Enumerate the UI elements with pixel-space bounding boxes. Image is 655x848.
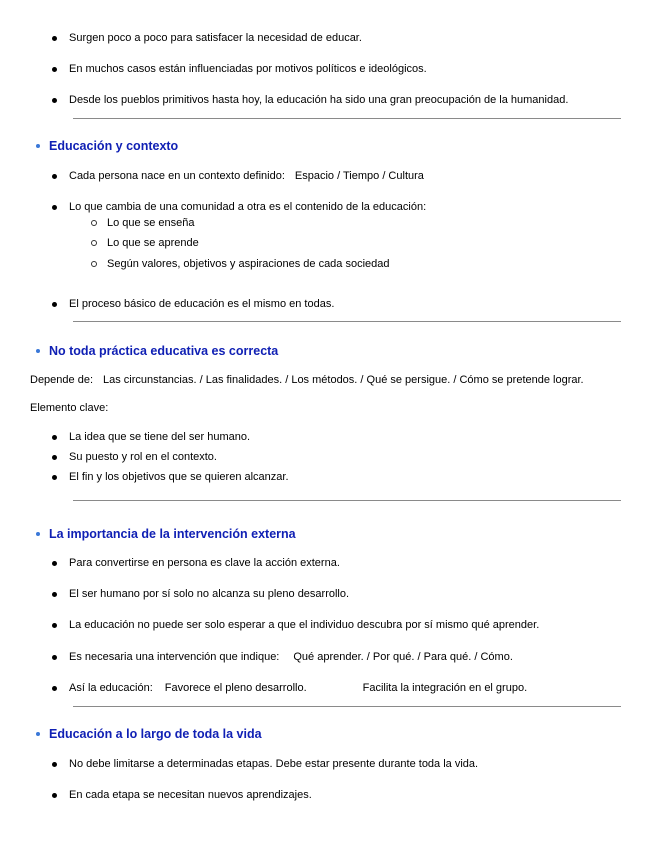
section-bullet-icon: [36, 349, 40, 353]
sub-list-item: Lo que se enseña: [107, 217, 195, 229]
list-item: La idea que se tiene del ser humano.: [69, 431, 251, 443]
item-value: Espacio / Tiempo / Cultura: [294, 170, 424, 182]
list-item: Surgen poco a poco para satisfacer la necesidad de educar.: [69, 32, 362, 44]
section-title: Educación a lo largo de toda la vida: [49, 727, 262, 741]
section-divider: [73, 118, 621, 119]
list-item: [69, 681, 527, 695]
section-divider: [73, 706, 621, 707]
item-label: Así la educación:: [69, 682, 153, 694]
section-bullet-icon: [36, 144, 40, 148]
list-item: El fin y los objetivos que se quieren alcanzar.: [69, 471, 289, 483]
para-value: Las circunstancias. / Las finalidades. / Los métodos. / Qué se persigue. / Cómo se pretende lograr.: [103, 374, 584, 386]
item-value: Facilita la integración en el grupo.: [362, 682, 528, 694]
section-title: La importancia de la intervención externa: [49, 527, 296, 541]
section-heading: [49, 343, 278, 359]
section-title: Educación y contexto: [49, 139, 179, 153]
para-label: Depende de:: [30, 374, 93, 386]
list-item: Para convertirse en persona es clave la acción externa.: [69, 557, 340, 569]
sub-list-item: Lo que se aprende: [107, 237, 199, 249]
list-item: [69, 650, 513, 664]
item-label: Es necesaria una intervención que indique:: [69, 651, 280, 663]
section-divider: [73, 321, 621, 322]
paragraph: Elemento clave:: [30, 402, 109, 414]
list-item: En muchos casos están influenciadas por motivos políticos e ideológicos.: [69, 63, 427, 75]
section-heading: [49, 138, 178, 154]
list-item: No debe limitarse a determinadas etapas. Debe estar presente durante toda la vida.: [69, 758, 479, 770]
section-divider: [73, 500, 621, 501]
section-title: No toda práctica educativa es correcta: [49, 344, 279, 358]
paragraph: [30, 373, 584, 387]
list-item: En cada etapa se necesitan nuevos aprendizajes.: [69, 789, 312, 801]
list-item: El proceso básico de educación es el mismo en todas.: [69, 298, 335, 310]
section-bullet-icon: [36, 532, 40, 536]
sub-list-item: Según valores, objetivos y aspiraciones de cada sociedad: [107, 258, 390, 270]
item-value: Qué aprender. / Por qué. / Para qué. / Cómo.: [293, 651, 513, 663]
list-item: [69, 169, 424, 183]
section-heading: [49, 726, 262, 742]
section-heading: [49, 526, 296, 542]
section-bullet-icon: [36, 732, 40, 736]
list-item: El ser humano por sí solo no alcanza su pleno desarrollo.: [69, 588, 350, 600]
list-item: Desde los pueblos primitivos hasta hoy, la educación ha sido una gran preocupación de la humanidad.: [69, 94, 569, 106]
list-item: La educación no puede ser solo esperar a que el individuo descubra por sí mismo qué aprender.: [69, 619, 540, 631]
list-item: Lo que cambia de una comunidad a otra es el contenido de la educación:: [69, 201, 427, 213]
list-item: Su puesto y rol en el contexto.: [69, 451, 217, 463]
item-value: Favorece el pleno desarrollo.: [164, 682, 307, 694]
item-label: Cada persona nace en un contexto definido:: [69, 170, 285, 182]
